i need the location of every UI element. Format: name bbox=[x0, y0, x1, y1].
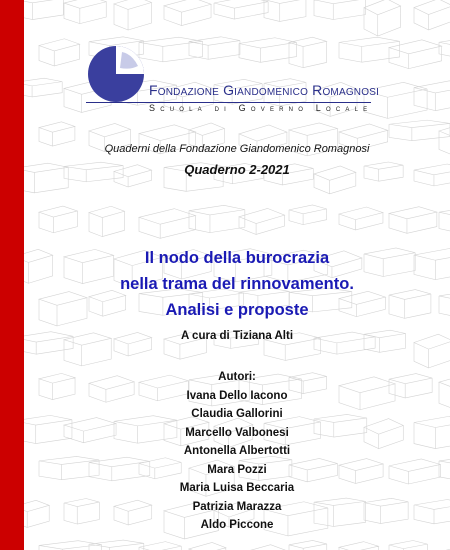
building-outline bbox=[239, 545, 290, 550]
title-line: Il nodo della burocrazia bbox=[144, 249, 330, 267]
org-subtitle: Scuola di Governo Locale bbox=[149, 103, 373, 113]
authors-list bbox=[24, 368, 450, 535]
building-outline bbox=[314, 0, 365, 20]
building-outline bbox=[24, 78, 62, 97]
building-outline bbox=[39, 39, 80, 66]
building-outline bbox=[64, 0, 106, 24]
author-name: Antonella Albertotti bbox=[183, 445, 291, 457]
building-outline bbox=[164, 0, 211, 26]
building-outline bbox=[389, 40, 442, 69]
building-outline bbox=[39, 541, 102, 550]
author-name: Maria Luisa Beccaria bbox=[179, 482, 295, 494]
building-outline bbox=[289, 540, 327, 550]
editor-credit: A cura di Tiziana Alti bbox=[180, 330, 294, 342]
building-outline bbox=[239, 208, 285, 234]
building-outline bbox=[214, 0, 268, 19]
building-outline bbox=[364, 0, 401, 36]
building-outline bbox=[439, 206, 450, 233]
author-name: Mara Pozzi bbox=[207, 463, 267, 476]
building-outline bbox=[439, 37, 450, 58]
author-name: Ivana Dello Iacono bbox=[186, 389, 288, 402]
building-outline bbox=[414, 0, 450, 30]
author-name: Aldo Piccone bbox=[200, 519, 274, 531]
red-side-band bbox=[0, 0, 24, 550]
building-outline bbox=[389, 207, 437, 234]
series-title: Quaderni della Fondazione Giandomenico Romagnosi bbox=[104, 143, 370, 155]
foundation-logo bbox=[86, 44, 380, 116]
building-outline bbox=[139, 542, 181, 550]
author-name: Claudia Gallorini bbox=[191, 408, 283, 420]
building-outline bbox=[189, 542, 226, 550]
author-name: Patrizia Marazza bbox=[192, 500, 282, 513]
building-outline bbox=[264, 0, 306, 21]
building-outline bbox=[89, 206, 124, 236]
author-name: Marcello Valbonesi bbox=[185, 426, 289, 439]
title-line: nella trama del rinnovamento. bbox=[120, 275, 354, 293]
org-name: Fondazione Giandomenico Romagnosi bbox=[149, 82, 380, 98]
main-title bbox=[24, 245, 450, 323]
building-outline bbox=[339, 207, 383, 230]
building-outline bbox=[389, 541, 427, 550]
building-outline bbox=[339, 542, 378, 550]
building-outline bbox=[414, 81, 450, 111]
issue-number: Quaderno 2-2021 bbox=[184, 162, 290, 177]
building-outline bbox=[139, 209, 195, 239]
title-line: Analisi e proposte bbox=[165, 301, 309, 319]
building-outline bbox=[289, 205, 327, 225]
building-outline bbox=[189, 205, 245, 232]
building-outline bbox=[39, 206, 77, 233]
building-outline bbox=[114, 0, 151, 30]
building-outline bbox=[439, 544, 450, 550]
logo-globe-icon bbox=[86, 44, 154, 104]
authors-label: Autori: bbox=[218, 371, 256, 383]
building-outline bbox=[24, 0, 63, 20]
